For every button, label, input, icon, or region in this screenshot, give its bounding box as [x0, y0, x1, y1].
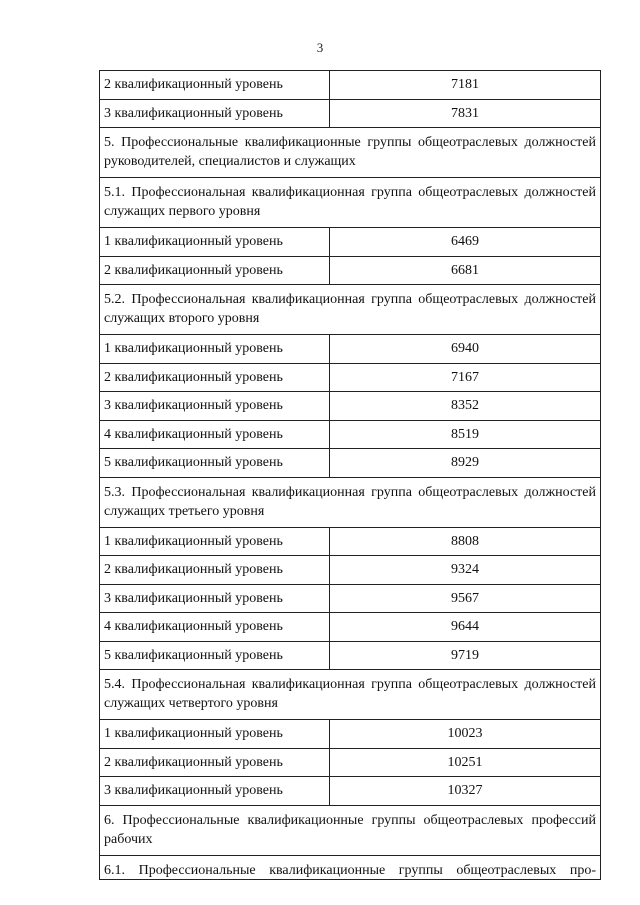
group-heading: 5. Профессиональные квалификационные группы общеотраслевых должностей руководителей, специалистов и служащих [100, 128, 600, 178]
qualification-level-label: 4 квалификационный уровень [100, 421, 330, 449]
group-heading: 5.1. Профессиональная квалификационная группа общеотраслевых должностей служащих первого уровня [100, 178, 600, 228]
salary-value: 9567 [451, 590, 479, 606]
table-row [100, 335, 600, 364]
salary-value: 10023 [447, 726, 483, 741]
table-row [100, 556, 600, 585]
table-row [100, 528, 600, 557]
qualification-level-label: 1 квалификационный уровень [100, 335, 330, 363]
qualification-level-label: 3 квалификационный уровень [100, 392, 330, 420]
table-row [100, 364, 600, 393]
salary-value: 8352 [451, 398, 479, 413]
salary-value: 7831 [451, 105, 479, 121]
table-row [100, 257, 600, 286]
qualification-level-label: 1 квалификационный уровень [100, 720, 330, 748]
qualification-level-label: 3 квалификационный уровень [100, 777, 330, 805]
table-row [100, 749, 600, 778]
salary-value: 8519 [451, 426, 479, 442]
qualification-level-label: 2 квалификационный уровень [100, 556, 330, 584]
qualification-level-label: 3 квалификационный уровень [100, 100, 330, 128]
table-row [100, 642, 600, 671]
qualification-level-label: 5 квалификационный уровень [100, 449, 330, 477]
group-heading: 6. Профессиональные квалификационные группы общеотраслевых профессий рабочих [100, 806, 600, 856]
page-number: 3 [316, 40, 324, 55]
group-heading: 5.3. Профессиональная квалификационная группа общеотраслевых должностей служащих третьего уровня [100, 478, 600, 528]
qualification-level-label: 2 квалификационный уровень [100, 749, 330, 777]
qualification-level-label: 3 квалификационный уровень [100, 585, 330, 613]
table-row [100, 613, 600, 642]
qualification-level-label: 2 квалификационный уровень [100, 71, 330, 99]
table-row [100, 71, 600, 100]
salary-value: 10327 [447, 783, 483, 798]
qualification-level-label: 4 квалификационный уровень [100, 613, 330, 641]
table-row [100, 720, 600, 749]
table-row [100, 228, 600, 257]
table-row [100, 421, 600, 450]
qualification-level-label: 1 квалификационный уровень [100, 528, 330, 556]
salary-value: 7167 [451, 369, 479, 385]
salary-value: 9324 [451, 562, 479, 577]
salary-value: 7181 [451, 77, 479, 92]
table-row [100, 449, 600, 478]
salary-value: 10251 [447, 754, 483, 770]
salary-value: 9644 [451, 619, 479, 634]
qualification-level-label: 2 квалификационный уровень [100, 364, 330, 392]
salary-table [99, 70, 601, 880]
table-row [100, 392, 600, 421]
qualification-level-label: 5 квалификационный уровень [100, 642, 330, 670]
salary-value: 8808 [451, 533, 479, 549]
salary-value: 6469 [451, 234, 479, 249]
table-row [100, 777, 600, 806]
salary-value: 8929 [451, 455, 479, 470]
salary-value: 6681 [451, 262, 479, 278]
qualification-level-label: 1 квалификационный уровень [100, 228, 330, 256]
group-heading: 6.1. Профессиональные квалификационные группы общеотраслевых про- [100, 856, 600, 880]
salary-value: 6940 [451, 341, 479, 356]
table-row [100, 100, 600, 129]
qualification-level-label: 2 квалификационный уровень [100, 257, 330, 285]
table-row [100, 585, 600, 614]
group-heading: 5.2. Профессиональная квалификационная группа общеотраслевых должностей служащих второго уровня [100, 285, 600, 335]
salary-value: 9719 [451, 647, 479, 663]
group-heading: 5.4. Профессиональная квалификационная группа общеотраслевых должностей служащих четвертого уровня [100, 670, 600, 720]
